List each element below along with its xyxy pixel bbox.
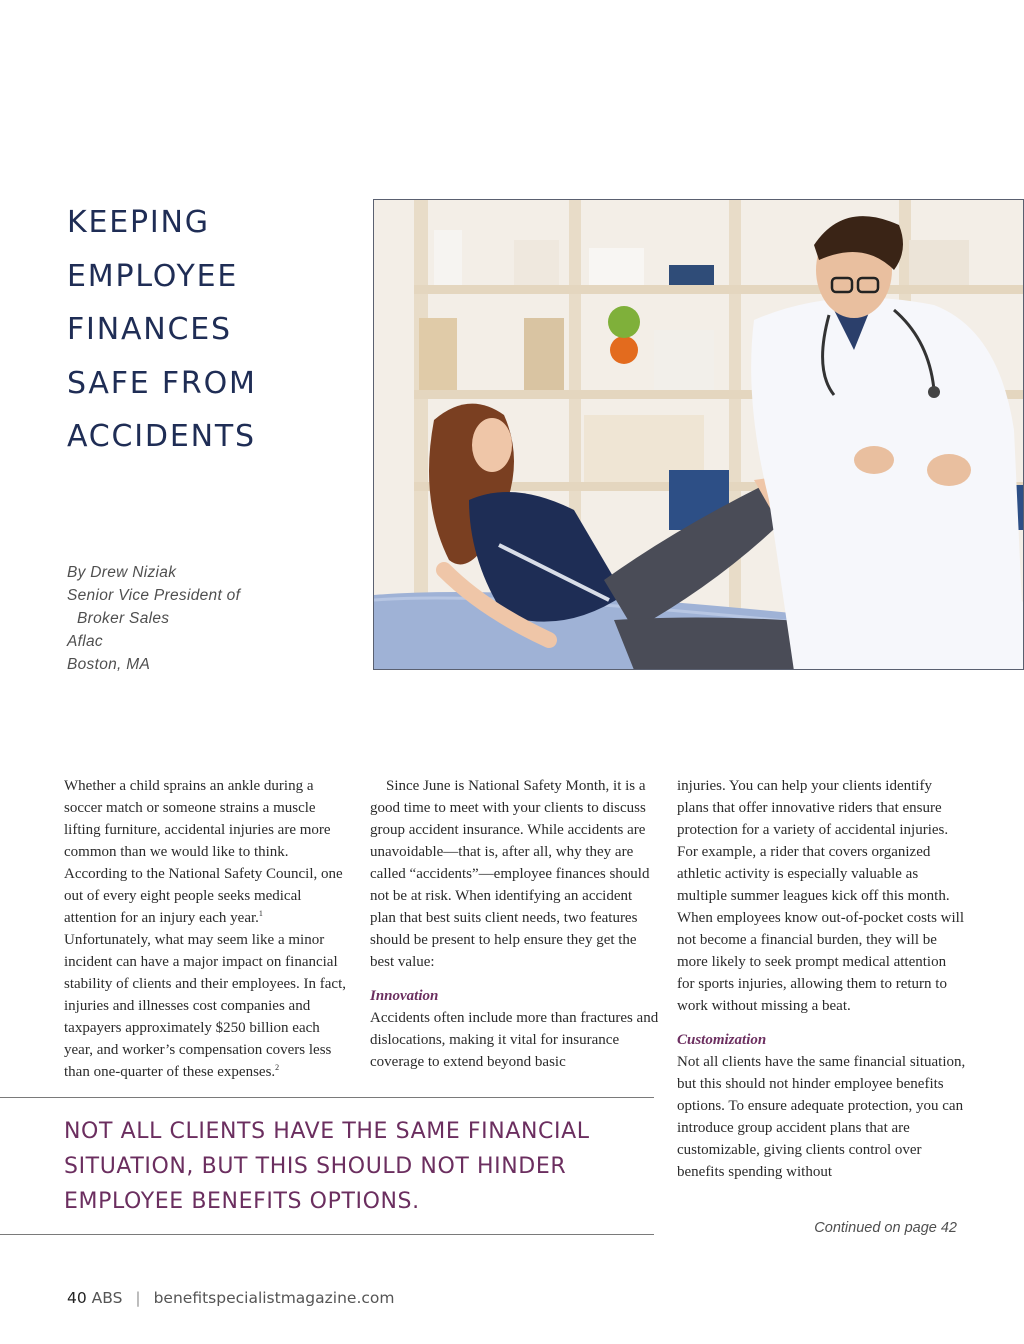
body-column-3 <box>677 775 967 1183</box>
pull-quote-line: EMPLOYEE BENEFITS OPTIONS. <box>64 1189 420 1214</box>
page-number: 40 <box>67 1289 87 1307</box>
pull-quote-bottom-rule <box>0 1234 654 1235</box>
pull-quote-line: SITUATION, BUT THIS SHOULD NOT HINDER <box>64 1154 567 1179</box>
body-paragraph: Accidents often include more than fractures and dislocations, making it vital for insurance coverage to extend beyond basic <box>370 1010 659 1070</box>
body-column-1 <box>64 775 348 1083</box>
doctor-patient-illustration <box>374 200 1024 670</box>
pull-quote-top-rule <box>0 1097 654 1098</box>
section-subhead: Innovation <box>370 988 439 1004</box>
title-line: SAFE FROM <box>67 365 257 401</box>
footnote-marker: 2 <box>275 1063 280 1072</box>
continued-note: Continued on page 42 <box>814 1220 957 1236</box>
byline-author: By Drew Niziak <box>67 564 177 581</box>
byline-company: Aflac <box>67 633 103 650</box>
article-title <box>67 196 357 464</box>
title-line: EMPLOYEE <box>67 258 239 294</box>
page-footer <box>67 1289 394 1307</box>
body-column-2 <box>370 775 660 1073</box>
body-paragraph <box>64 775 348 1083</box>
footer-separator: | <box>135 1289 141 1307</box>
byline-title: Senior Vice President of <box>67 587 241 604</box>
title-line: ACCIDENTS <box>67 419 256 454</box>
pull-quote-line: NOT ALL CLIENTS HAVE THE SAME FINANCIAL <box>64 1119 590 1144</box>
website-link[interactable]: benefitspecialistmagazine.com <box>153 1289 395 1307</box>
title-line: KEEPING <box>67 205 210 240</box>
byline-location: Boston, MA <box>67 656 151 673</box>
title-line: FINANCES <box>67 312 232 347</box>
body-text: Unfortunately, what may seem like a minor incident can have a major impact on financial stability of clients and their employees. In fact, injuries and illnesses cost companies and taxpayers approximately $250 billion each year, and worker’s compensation covers less than one-quarter of these expenses. <box>64 932 346 1080</box>
section-subhead: Customization <box>677 1032 767 1048</box>
body-paragraph: Not all clients have the same financial situation, but this should not hinder employee benefits options. To ensure adequate protection, you can introduce group accident plans that are customizable, giving clients control over benefits spending without <box>677 1054 966 1180</box>
body-paragraph: injuries. You can help your clients identify plans that offer innovative riders that ensure protection for a variety of accidental injuries. For example, a rider that covers organized athletic activity is especially valuable as multiple summer leagues kick off this month. When employees know out-of-pocket costs will not become a financial burden, they will be more likely to seek prompt medical attention for sports injuries, allowing them to return to work without missing a beat. <box>677 778 965 1014</box>
pull-quote <box>64 1114 644 1219</box>
byline <box>67 561 357 676</box>
footnote-marker: 1 <box>258 909 263 918</box>
article-photo <box>373 199 1024 670</box>
body-paragraph: Since June is National Safety Month, it is a good time to meet with your clients to discuss group accident insurance. While accidents are unavoidable—that is, after all, why they are called “accidents”—employee finances should not be at risk. When identifying an accident plan that best suits client needs, two features should be present to help ensure they get the best value: <box>370 778 650 970</box>
publication-name: ABS <box>91 1289 123 1307</box>
body-text: Whether a child sprains an ankle during a soccer match or someone strains a muscle lifting furniture, accidental injuries are more common than we would like to think. According to the National Safety Council, one out of every eight people seeks medical attention for an injury each year. <box>64 778 343 926</box>
byline-title-cont: Broker Sales <box>77 610 170 627</box>
